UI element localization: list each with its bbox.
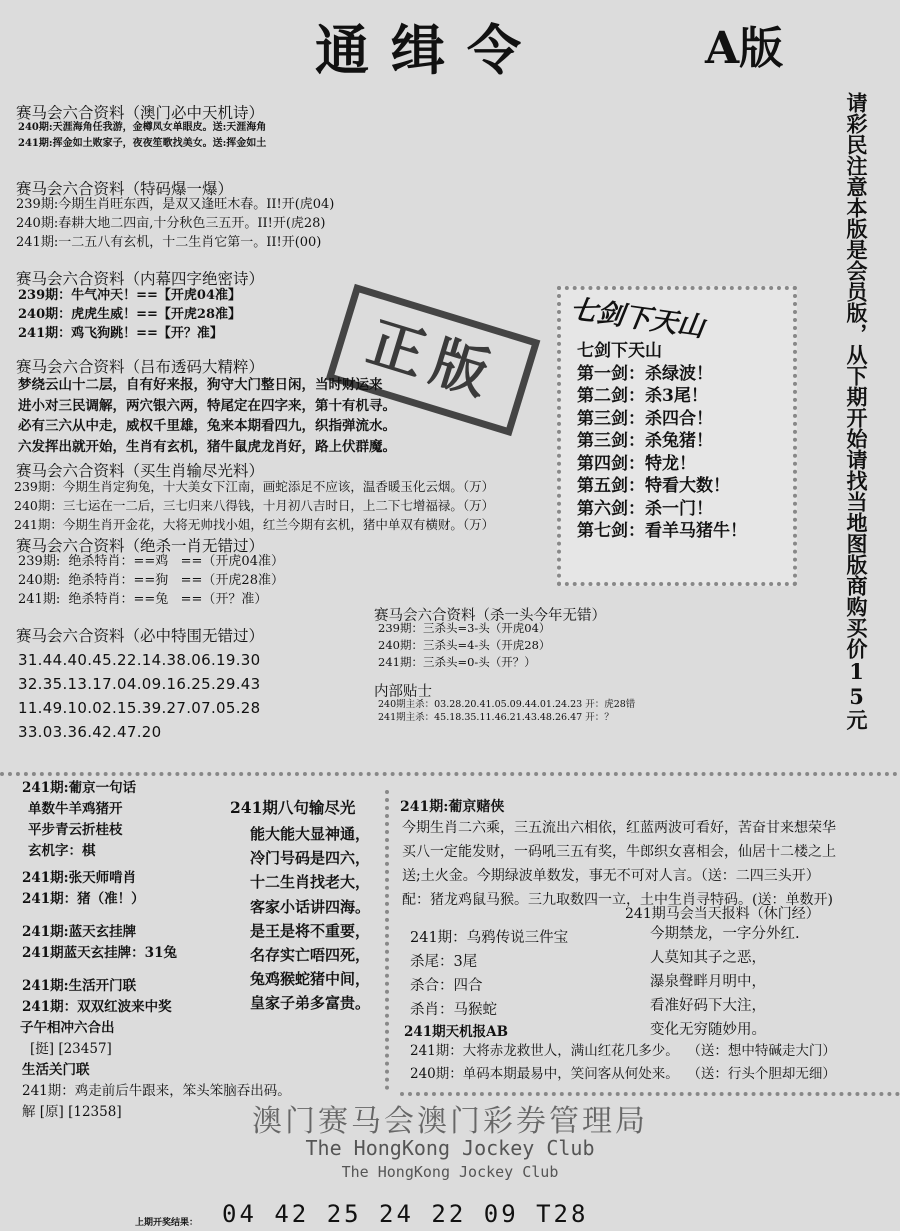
text-line: 杀肖：马猴蛇 — [410, 1002, 497, 1018]
section-heading: 241期马会当天报料（休门经） — [625, 906, 820, 922]
section-heading: 赛马会六合资料（必中特围无错过） — [16, 627, 265, 645]
seven-swords-heading: 七剑下天山 — [568, 293, 707, 344]
text-line: 241期：鸡走前后牛跟来，笨头笨脑吞出码。 — [22, 1083, 291, 1099]
divider — [0, 772, 898, 776]
text-line: 241期:挥金如土败家子，夜夜笙歌找美女。送:挥金如土 — [18, 138, 267, 149]
number-row: 31.44.40.45.22.14.38.06.19.30 — [18, 651, 261, 669]
sword-line: 第三剑：杀四合！ — [577, 408, 713, 429]
sword-line: 第五剑：特看大数！ — [577, 476, 730, 496]
number-row: 11.49.10.02.15.39.27.07.05.28 — [18, 699, 261, 717]
poem-line: 客家小话讲四海。 — [250, 897, 371, 916]
poem-line: 名存实亡唔四死， — [250, 946, 371, 965]
text-line: [挺] [23457] — [30, 1041, 112, 1057]
text-line: 239期：今期生肖定狗兔，十大美女下江南，画蛇添足不应该，温香暖玉化云烟。（万） — [14, 479, 495, 494]
section-body — [16, 195, 334, 252]
text-line: 配：猪龙鸡鼠马猴。三九取数四一立，土中生肖寻特码。(送：单数开) — [402, 892, 833, 908]
section-body — [378, 698, 635, 724]
footer-club-name-small: The HongKong Jockey Club — [341, 1163, 559, 1181]
divider — [385, 790, 389, 1090]
section-heading: 赛马会六合资料（特码爆一爆） — [16, 180, 234, 198]
text-line: 进小对三民调解，两穴银六两，特尾定在四字来，第十有机寻。 — [18, 397, 396, 414]
edition-label: A版 — [705, 23, 784, 74]
text-line: 解 [原] [12358] — [22, 1104, 122, 1120]
text-line: 240期：单码本期最易中，笑问客从何处来。 （送：行头个胆却无细） — [410, 1066, 836, 1082]
number-row: 33.03.36.42.47.20 — [18, 723, 162, 741]
section-body — [650, 922, 800, 1042]
text-line: 人莫知其子之恶， — [650, 950, 766, 966]
sword-line: 第一剑：杀绿波！ — [577, 363, 713, 384]
text-line: 241期：双双红波来中奖 — [22, 999, 172, 1015]
text-line: 看准好码下大注， — [650, 998, 766, 1014]
seven-swords-list — [577, 340, 747, 543]
sword-line: 第七剑：看羊马猪牛！ — [577, 521, 747, 541]
poem-list — [250, 822, 370, 1016]
text-line: 买八一定能发财，一码吼三五有奖，牛郎织女喜相会，仙居十二楼之上 — [402, 844, 836, 860]
sword-line: 第六剑：杀一门！ — [577, 498, 713, 519]
poem-line: 能大能大显神通， — [250, 825, 371, 843]
text-line: 241期：猪（准！） — [22, 891, 145, 907]
section-heading: 赛马会六合资料（吕布透码大精粹） — [16, 358, 265, 376]
text-line: 生活关门联 — [22, 1062, 90, 1078]
text-line: 241期：今期生肖开金花，大将无帅找小姐，红兰今期有玄机，猪中单双有横财。（万） — [14, 517, 495, 532]
text-line: 必有三六从中走，威权千里雄，兔来本期看四九，织指弹流水。 — [18, 418, 396, 434]
text-line: 今期禁龙，一字分外红. — [650, 926, 800, 942]
poem-line: 冷门号码是四六， — [250, 849, 371, 868]
text-line: 239期：三杀头=3-头（开虎04） — [378, 621, 551, 635]
text-line: 241期主杀：45.18.35.11.46.21.43.48.26.47 开：？ — [378, 712, 614, 723]
section-heading: 241期天机报AB — [404, 1024, 509, 1040]
section-body — [18, 120, 266, 152]
text-line: 瀑泉聲畔月明中， — [650, 974, 766, 990]
section-heading: 赛马会六合资料（内幕四字绝密诗） — [16, 270, 265, 288]
text-line: 玄机字：棋 — [28, 843, 96, 859]
section-body — [14, 477, 494, 534]
section-body — [18, 552, 284, 609]
section-heading: 赛马会六合资料（澳门必中天机诗） — [16, 104, 265, 122]
section-body — [378, 620, 550, 671]
text-line: 241期：三杀头=0-头（开？） — [378, 655, 536, 669]
text-line: 240期:春耕大地二四亩,十分秋色三五开。II!开(虎28) — [16, 216, 326, 231]
text-line: 241期:张天师啃肖 — [22, 870, 137, 886]
section-heading: 内部贴士 — [374, 684, 432, 700]
text-line: 杀尾：3尾 — [410, 954, 478, 970]
text-line: 241期: 绝杀特肖：==兔 ==（开？准） — [18, 592, 268, 607]
result-numbers: 04 42 25 24 22 09 T28 — [222, 1200, 589, 1228]
page-title: 通缉令 — [315, 18, 543, 82]
section-heading: 赛马会六合资料（绝杀一肖无错过） — [16, 537, 265, 555]
section-body — [18, 375, 396, 457]
sword-line: 第三剑：杀兔猪！ — [577, 431, 713, 451]
poem-line: 十二生肖找老大， — [250, 873, 371, 892]
vertical-notice: 请彩民注意本版是会员版，从下期开始请找当地图版商购买价15元 — [844, 92, 869, 730]
text-line: 241期蓝天玄挂牌：31兔 — [22, 945, 177, 961]
sword-line: 七剑下天山 — [577, 341, 662, 361]
section-body — [18, 286, 241, 343]
number-row: 32.35.13.17.04.09.16.25.29.43 — [18, 675, 261, 693]
text-line: 平步青云折桂枝 — [28, 822, 123, 838]
text-line: 变化无穷随妙用。 — [650, 1022, 766, 1038]
section-heading: 赛马会六合资料（买生肖输尽光料） — [16, 462, 265, 480]
poem-line: 皇家子弟多富贵。 — [250, 994, 371, 1013]
text-line: 241期:一二五八有玄机，十二生肖它第一。II!开(00) — [16, 235, 322, 250]
poem-line: 兔鸡猴蛇猪中间， — [250, 970, 371, 989]
text-line: 六发挥出就开始，生肖有玄机，猪牛鼠虎龙肖好，路上伏群魔。 — [18, 438, 396, 455]
text-line: 241期:葡京一句话 — [22, 780, 137, 796]
text-line: 241期：乌鸦传说三件宝 — [410, 930, 569, 946]
number-list — [18, 648, 260, 744]
authentic-stamp: 正版 — [326, 284, 541, 436]
section-heading: 241期八句输尽光 — [230, 798, 356, 817]
poem-line: 是王是将不重要， — [250, 921, 371, 940]
section-body — [402, 816, 836, 912]
text-line: 241期：大将赤龙救世人，满山红花几多少。 （送：想中特碱走大门） — [410, 1043, 836, 1059]
crow-section — [410, 926, 568, 1022]
text-line: 240期：三七运在一二后，三七归来八得钱，十月初八吉时日，上二下七增福禄。（万） — [14, 498, 495, 513]
text-line: 240期主杀：03.28.20.41.05.09.44.01.24.23 开：虎28错 — [378, 699, 636, 710]
text-line: 送;土火金。今期绿波单数发，事无不可对人言。（送：二四三头开） — [402, 868, 820, 884]
text-line: 241期:生活开门联 — [22, 978, 137, 994]
text-line: 239期:今期生肖旺东西，是双又逢旺木春。II!开(虎04) — [16, 197, 335, 212]
text-line: 今期生肖二六乘，三五流出六相依，红蓝两波可看好，苦奋甘来想荣华 — [402, 820, 836, 836]
text-line: 240期:天涯海角任我游，金樽凤女单眼皮。送:天涯海角 — [18, 122, 267, 133]
sword-line: 第二剑：杀3尾！ — [577, 386, 708, 406]
footer-club-name: The HongKong Jockey Club — [305, 1136, 595, 1160]
section-body — [410, 1040, 836, 1086]
section-heading: 赛马会六合资料（杀一头今年无错） — [374, 608, 606, 624]
sword-line: 第四剑：特龙！ — [577, 453, 696, 474]
text-line: 239期: 绝杀特肖：==鸡 ==（开虎04准） — [18, 554, 284, 569]
text-line: 240期：三杀头=4-头（开虎28） — [378, 638, 551, 652]
section-heading: 241期:葡京赌侠 — [400, 799, 505, 815]
result-label: 上期开奖结果： — [135, 1218, 199, 1228]
text-line: 单数牛羊鸡猪开 — [28, 801, 123, 817]
footer-org-name: 澳门赛马会澳门彩券管理局 — [252, 1104, 648, 1139]
text-line: 241期:蓝天玄挂牌 — [22, 924, 137, 940]
text-line: 梦绕云山十二层，自有好来报，狗守大门整日闲，当时财运来 — [18, 377, 383, 393]
text-line: 杀合：四合 — [410, 978, 483, 994]
text-line: 240期：虎虎生威！==【开虎28准】 — [18, 307, 242, 322]
text-line: 子午相冲六合出 — [20, 1020, 115, 1036]
text-line: 240期: 绝杀特肖：==狗 ==（开虎28准） — [18, 573, 284, 588]
text-line: 239期：牛气冲天！==【开虎04准】 — [18, 288, 242, 303]
text-line: 241期：鸡飞狗跳！==【开？准】 — [18, 326, 223, 341]
